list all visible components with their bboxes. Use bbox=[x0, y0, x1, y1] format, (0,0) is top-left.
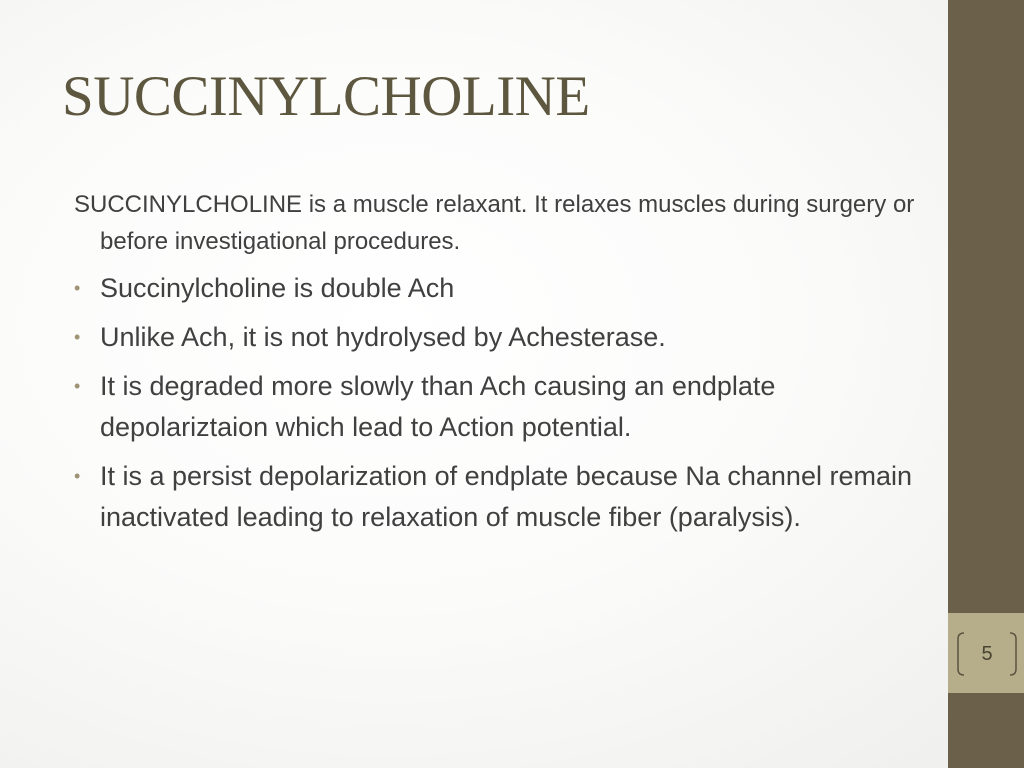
bullet-text: It is a persist depolarization of endplate because Na channel remain inactivated leading to relaxation of muscle fiber (paralysis). bbox=[100, 461, 912, 532]
list-item bbox=[74, 366, 934, 448]
slide-title: SUCCINYLCHOLINE bbox=[62, 65, 590, 128]
list-item bbox=[74, 456, 934, 538]
bullet-text: Succinylcholine is double Ach bbox=[100, 273, 455, 303]
bullet-icon: • bbox=[74, 376, 81, 396]
intro-paragraph: SUCCINYLCHOLINE is a muscle relaxant. It relaxes muscles during surgery or before investigational procedures. bbox=[74, 191, 915, 255]
page-number: 5 bbox=[981, 643, 993, 665]
list-item bbox=[74, 268, 934, 309]
bullet-icon: • bbox=[74, 466, 81, 486]
bullet-icon: • bbox=[74, 327, 81, 347]
bullet-list bbox=[74, 268, 934, 546]
bullet-text: Unlike Ach, it is not hydrolysed by Achesterase. bbox=[100, 322, 666, 352]
bullet-icon: • bbox=[74, 278, 81, 298]
bullet-text: It is degraded more slowly than Ach causing an endplate depolariztaion which lead to Action potential. bbox=[100, 371, 776, 442]
page-number-frame bbox=[956, 631, 1018, 677]
list-item bbox=[74, 317, 934, 358]
